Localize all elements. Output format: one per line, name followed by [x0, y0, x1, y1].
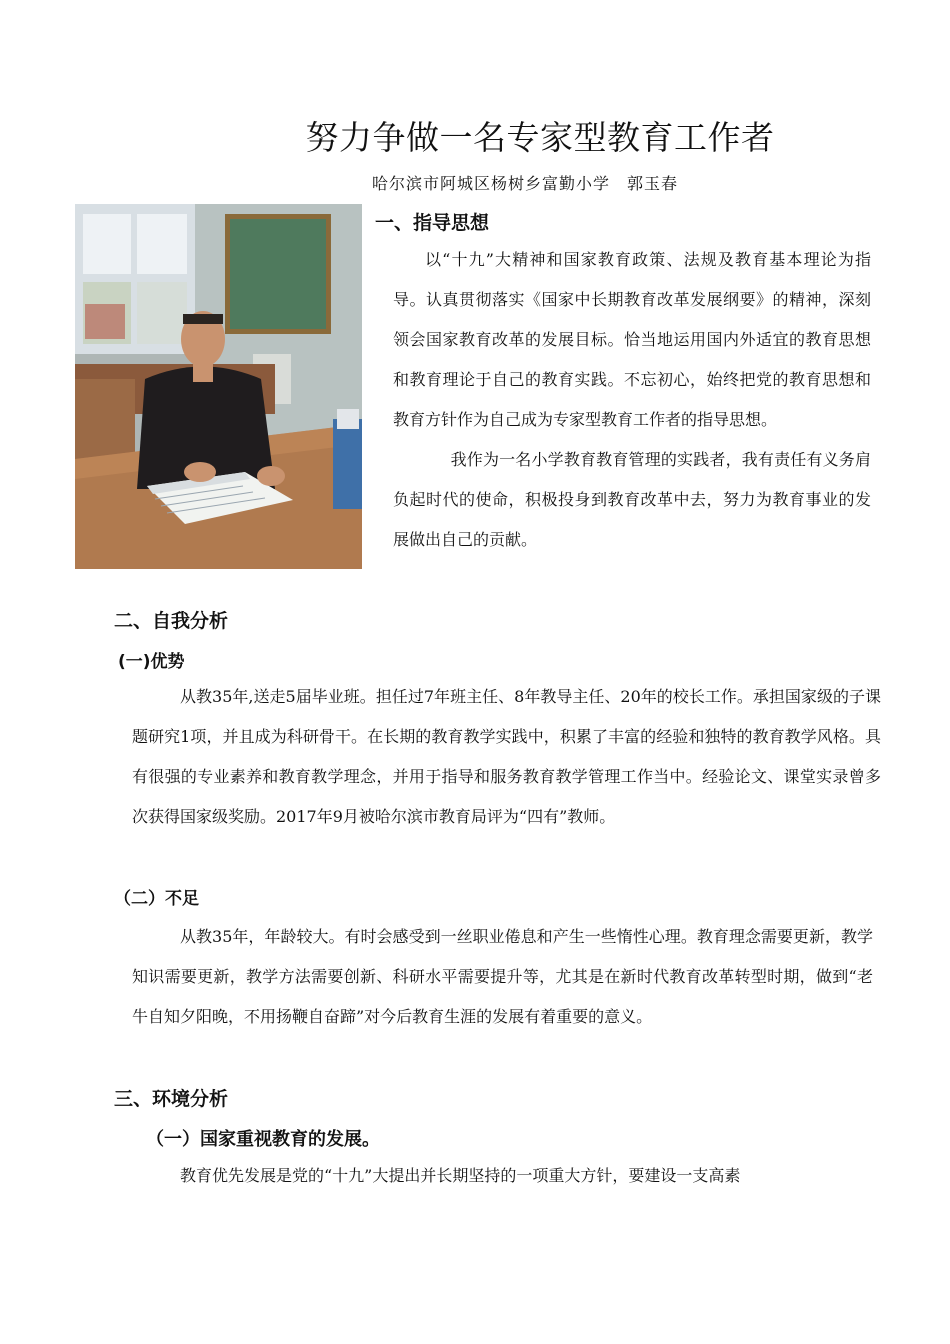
environment-paragraph: 教育优先发展是党的“十九”大提出并长期坚持的一项重大方针，要建设一支高素	[180, 1166, 741, 1185]
weaknesses-text	[132, 917, 873, 1037]
section-heading-environment: 三、环境分析	[114, 1088, 229, 1110]
author-photo	[75, 204, 362, 569]
author-line: 哈尔滨市阿城区杨树乡富勤小学 郭玉春	[371, 174, 678, 193]
subheading-weaknesses: （二）不足	[114, 889, 199, 909]
subheading-strengths: (一)优势	[118, 652, 185, 672]
weaknesses-paragraph: 从教35年，年龄较大。有时会感受到一丝职业倦息和产生一些惰性心理。教育理念需要更新，教学知识需要更新，教学方法需要创新、科研水平需要提升等，尤其是在新时代教育改革转型时期，做到“老牛自知夕阳晚，不用扬鞭自奋蹄”对今后教育生涯的发展有着重要的意义。	[132, 927, 873, 1026]
environment-text	[180, 1156, 880, 1196]
guiding-paragraph-1: 以“十九”大精神和国家教育政策、法规及教育基本理论为指导。认真贯彻落实《国家中长期教育改革发展纲要》的精神，深刻领会国家教育改革的发展目标。恰当地运用国内外适宜的教育思想和教育理论于自己的教育实践。不忘初心，始终把党的教育思想和教育方针作为自己成为专家型教育工作者的指导思想。	[393, 250, 871, 429]
strengths-text	[132, 677, 881, 837]
section-heading-guiding: 一、指导思想	[375, 212, 490, 234]
guiding-paragraph-2: 我作为一名小学教育教育管理的实践者，我有责任有义务肩负起时代的使命，积极投身到教育改革中去，努力为教育事业的发展做出自己的贡献。	[393, 450, 871, 549]
guiding-text	[393, 240, 871, 560]
strengths-paragraph: 从教35年,送走5届毕业班。担任过7年班主任、8年教导主任、20年的校长工作。承担国家级的子课题研究1项，并且成为科研骨干。在长期的教育教学实践中，积累了丰富的经验和独特的教育教学风格。具有很强的专业素养和教育教学理念，并用于指导和服务教育教学管理工作当中。经验论文、课堂实录曾多次获得国家级奖励。2017年9月被哈尔滨市教育局评为“四有”教师。	[132, 687, 881, 826]
section-heading-self: 二、自我分析	[114, 610, 229, 632]
page-title: 努力争做一名专家型教育工作者	[305, 118, 775, 157]
subheading-national: （一）国家重视教育的发展。	[146, 1129, 380, 1150]
